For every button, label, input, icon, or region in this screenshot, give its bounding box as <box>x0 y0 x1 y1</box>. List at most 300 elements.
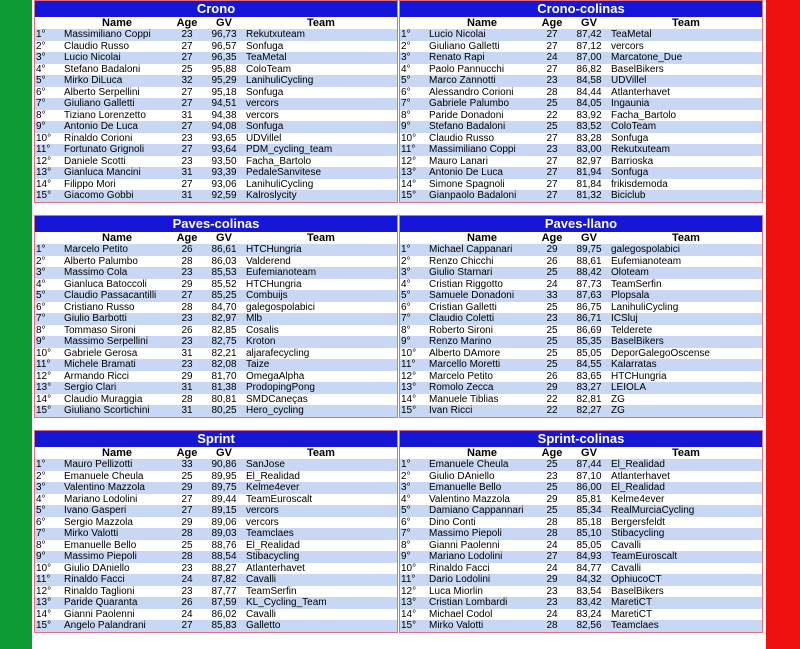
table-row <box>400 494 762 506</box>
cell-name: Claudio Muraggia <box>63 394 171 406</box>
cell-age: 26 <box>171 597 203 609</box>
cell-age: 25 <box>536 336 568 348</box>
cell-name: Tommaso Sironi <box>63 325 171 337</box>
cell-position: 13° <box>35 167 63 179</box>
table-row <box>35 144 397 156</box>
header-team: Team <box>610 17 762 29</box>
cell-name: Gianluca Mancini <box>63 167 171 179</box>
cell-name: Stefano Badaloni <box>428 121 536 133</box>
header-age: Age <box>536 447 568 459</box>
cell-position: 9° <box>400 336 428 348</box>
cell-position: 13° <box>400 382 428 394</box>
cell-age: 23 <box>536 144 568 156</box>
cell-position: 4° <box>400 279 428 291</box>
cell-gv: 93,39 <box>203 167 245 179</box>
cell-position: 4° <box>400 64 428 76</box>
cell-gv: 86,00 <box>568 482 610 494</box>
cell-age: 31 <box>171 405 203 417</box>
cell-team: Cosalis <box>245 325 397 337</box>
cell-position: 6° <box>35 517 63 529</box>
cell-name: Gianni Paolenni <box>428 540 536 552</box>
cell-age: 29 <box>171 482 203 494</box>
cell-team: Kroton <box>245 336 397 348</box>
table-row <box>400 179 762 191</box>
cell-name: Emanuele Cheula <box>428 459 536 471</box>
cell-name: Massimo Serpellini <box>63 336 171 348</box>
cell-team: Facha_Bartolo <box>610 110 762 122</box>
cell-position: 13° <box>400 597 428 609</box>
cell-name: Lucio Nicolai <box>428 29 536 41</box>
cell-position: 1° <box>35 29 63 41</box>
cell-name: Giulio Barbotti <box>63 313 171 325</box>
cell-name: Gianni Paolenni <box>63 609 171 621</box>
cell-age: 29 <box>171 279 203 291</box>
cell-position: 15° <box>400 620 428 632</box>
table-row <box>35 348 397 360</box>
cell-team: MaretiCT <box>610 609 762 621</box>
cell-team: vercors <box>245 505 397 517</box>
header-age: Age <box>171 232 203 244</box>
cell-gv: 87,44 <box>568 459 610 471</box>
table-row <box>400 325 762 337</box>
cell-gv: 80,81 <box>203 394 245 406</box>
table-row <box>35 574 397 586</box>
cell-age: 27 <box>171 41 203 53</box>
table-row <box>35 52 397 64</box>
cell-name: Marco Zannotti <box>428 75 536 87</box>
cell-name: Rinaldo Facci <box>63 574 171 586</box>
table-row <box>35 459 397 471</box>
cell-name: Fortunato Grignoli <box>63 144 171 156</box>
table-row <box>35 313 397 325</box>
table-title: Crono-colinas <box>400 1 762 17</box>
cell-position: 10° <box>35 133 63 145</box>
cell-gv: 83,92 <box>568 110 610 122</box>
cell-team: Taize <box>245 359 397 371</box>
table-crono-colinas <box>399 0 763 203</box>
table-row <box>400 586 762 598</box>
cell-position: 15° <box>35 620 63 632</box>
header-team: Team <box>610 447 762 459</box>
cell-name: Antonio De Luca <box>63 121 171 133</box>
header-gv: GV <box>203 447 245 459</box>
cell-gv: 93,65 <box>203 133 245 145</box>
cell-gv: 83,28 <box>568 133 610 145</box>
table-row <box>35 405 397 417</box>
cell-age: 29 <box>536 574 568 586</box>
table-row <box>400 144 762 156</box>
cell-position: 4° <box>35 279 63 291</box>
cell-team: frikisdemoda <box>610 179 762 191</box>
cell-position: 7° <box>35 313 63 325</box>
cell-name: Simone Spagnoli <box>428 179 536 191</box>
table-row <box>400 382 762 394</box>
cell-name: Renzo Marino <box>428 336 536 348</box>
cell-team: ProdopingPong <box>245 382 397 394</box>
cell-name: Cristian Galletti <box>428 302 536 314</box>
table-row <box>400 302 762 314</box>
table-crono <box>34 0 398 203</box>
cell-age: 29 <box>536 382 568 394</box>
header-team: Team <box>245 447 397 459</box>
header-team: Team <box>245 232 397 244</box>
table-row <box>400 87 762 99</box>
cell-position: 12° <box>35 586 63 598</box>
cell-name: Mauro Lanari <box>428 156 536 168</box>
cell-gv: 86,03 <box>203 256 245 268</box>
cell-gv: 87,10 <box>568 471 610 483</box>
cell-team: vercors <box>245 98 397 110</box>
cell-gv: 93,06 <box>203 179 245 191</box>
cell-gv: 85,83 <box>203 620 245 632</box>
cell-age: 25 <box>536 121 568 133</box>
table-row <box>400 98 762 110</box>
cell-age: 25 <box>536 482 568 494</box>
cell-position: 9° <box>35 551 63 563</box>
cell-team: Teamclaes <box>610 620 762 632</box>
cell-gv: 88,54 <box>203 551 245 563</box>
cell-name: Ivano Gasperi <box>63 505 171 517</box>
ranking-table <box>400 17 762 202</box>
table-sprint-colinas <box>399 430 763 633</box>
cell-name: Mirko Valotti <box>428 620 536 632</box>
cell-age: 25 <box>171 64 203 76</box>
cell-position: 11° <box>400 574 428 586</box>
cell-position: 15° <box>400 190 428 202</box>
cell-position: 14° <box>35 609 63 621</box>
cell-name: Alessandro Corioni <box>428 87 536 99</box>
cell-position: 13° <box>35 597 63 609</box>
cell-name: Alberto Palumbo <box>63 256 171 268</box>
cell-age: 31 <box>171 348 203 360</box>
cell-gv: 89,95 <box>203 471 245 483</box>
cell-position: 9° <box>400 121 428 133</box>
table-row <box>35 267 397 279</box>
cell-team: galegospolabici <box>245 302 397 314</box>
cell-name: Renzo Chicchi <box>428 256 536 268</box>
cell-gv: 87,82 <box>203 574 245 586</box>
cell-name: Luca Miorlin <box>428 586 536 598</box>
cell-name: Mauro Pellizotti <box>63 459 171 471</box>
cell-gv: 93,50 <box>203 156 245 168</box>
cell-team: Oloteam <box>610 267 762 279</box>
cell-gv: 87,12 <box>568 41 610 53</box>
cell-name: Armando Ricci <box>63 371 171 383</box>
cell-team: BaselBikers <box>610 586 762 598</box>
cell-team: El_Realidad <box>245 540 397 552</box>
table-row <box>35 64 397 76</box>
cell-position: 1° <box>400 459 428 471</box>
cell-age: 27 <box>171 98 203 110</box>
cell-name: Sergio Mazzola <box>63 517 171 529</box>
cell-team: Atlanterhavet <box>610 471 762 483</box>
cell-team: Kalarratas <box>610 359 762 371</box>
table-row <box>400 620 762 632</box>
table-row <box>35 110 397 122</box>
table-row <box>400 597 762 609</box>
cell-gv: 87,42 <box>568 29 610 41</box>
cell-age: 23 <box>171 156 203 168</box>
cell-team: Rekutxuteam <box>245 29 397 41</box>
cell-position: 11° <box>400 359 428 371</box>
cell-age: 27 <box>536 179 568 191</box>
cell-gv: 85,35 <box>568 336 610 348</box>
cell-gv: 87,59 <box>203 597 245 609</box>
cell-age: 27 <box>536 41 568 53</box>
cell-name: Emanuelle Bello <box>428 482 536 494</box>
cell-gv: 82,27 <box>568 405 610 417</box>
cell-gv: 83,65 <box>568 371 610 383</box>
table-row <box>400 563 762 575</box>
cell-position: 11° <box>35 359 63 371</box>
cell-team: Cavalli <box>610 563 762 575</box>
cell-age: 25 <box>171 471 203 483</box>
cell-name: Mirko DiLuca <box>63 75 171 87</box>
cell-position: 3° <box>400 52 428 64</box>
cell-age: 33 <box>536 290 568 302</box>
cell-team: OphiucoCT <box>610 574 762 586</box>
table-row <box>35 121 397 133</box>
table-row <box>35 336 397 348</box>
table-row <box>400 528 762 540</box>
cell-team: Valderend <box>245 256 397 268</box>
cell-name: Giuliano Galletti <box>428 41 536 53</box>
cell-team: Biciclub <box>610 190 762 202</box>
header-gv: GV <box>568 447 610 459</box>
cell-name: Valentino Mazzola <box>63 482 171 494</box>
table-row <box>400 394 762 406</box>
cell-gv: 92,59 <box>203 190 245 202</box>
cell-name: Marcelo Petito <box>428 371 536 383</box>
cell-position: 12° <box>35 371 63 383</box>
cell-age: 28 <box>536 620 568 632</box>
header-gv: GV <box>203 232 245 244</box>
cell-age: 24 <box>171 609 203 621</box>
cell-team: RealMurciaCycling <box>610 505 762 517</box>
table-row <box>400 121 762 133</box>
table-row <box>400 110 762 122</box>
cell-age: 29 <box>536 244 568 256</box>
cell-age: 32 <box>171 75 203 87</box>
cell-age: 27 <box>171 121 203 133</box>
cell-team: PedaleSanvitese <box>245 167 397 179</box>
table-row <box>400 167 762 179</box>
cell-team: BaselBikers <box>610 336 762 348</box>
cell-name: Dino Conti <box>428 517 536 529</box>
cell-gv: 95,29 <box>203 75 245 87</box>
cell-gv: 89,44 <box>203 494 245 506</box>
cell-age: 22 <box>536 110 568 122</box>
table-title: Sprint <box>35 431 397 447</box>
cell-gv: 84,44 <box>568 87 610 99</box>
cell-position: 8° <box>400 540 428 552</box>
header-name: Name <box>428 17 536 29</box>
table-row <box>400 267 762 279</box>
cell-gv: 83,27 <box>568 382 610 394</box>
cell-age: 28 <box>171 551 203 563</box>
table-row <box>35 302 397 314</box>
cell-age: 28 <box>171 302 203 314</box>
cell-name: Claudio Russo <box>63 41 171 53</box>
header-blank <box>35 447 63 459</box>
cell-gv: 87,77 <box>203 586 245 598</box>
cell-age: 25 <box>536 348 568 360</box>
cell-position: 7° <box>400 313 428 325</box>
cell-team: SMDCaneças <box>245 394 397 406</box>
cell-gv: 83,42 <box>568 597 610 609</box>
table-row <box>400 336 762 348</box>
cell-gv: 82,81 <box>568 394 610 406</box>
cell-position: 11° <box>400 144 428 156</box>
cell-gv: 81,32 <box>568 190 610 202</box>
cell-position: 1° <box>35 244 63 256</box>
cell-gv: 82,97 <box>568 156 610 168</box>
cell-name: Cristian Riggotto <box>428 279 536 291</box>
cell-name: Manuele Tiblias <box>428 394 536 406</box>
table-row <box>400 551 762 563</box>
cell-gv: 82,08 <box>203 359 245 371</box>
cell-position: 7° <box>400 98 428 110</box>
cell-position: 1° <box>400 244 428 256</box>
cell-team: galegospolabici <box>610 244 762 256</box>
table-row <box>35 279 397 291</box>
cell-name: Giulio Starnari <box>428 267 536 279</box>
cell-team: Cavalli <box>610 540 762 552</box>
cell-age: 24 <box>536 540 568 552</box>
cell-team: Sonfuga <box>610 133 762 145</box>
cell-name: Michele Bramati <box>63 359 171 371</box>
cell-age: 28 <box>171 528 203 540</box>
cell-age: 28 <box>171 256 203 268</box>
cell-gv: 82,56 <box>568 620 610 632</box>
cell-position: 8° <box>400 110 428 122</box>
cell-name: Paolo Pannucchi <box>428 64 536 76</box>
cell-age: 22 <box>536 405 568 417</box>
cell-name: Marcello Moretti <box>428 359 536 371</box>
cell-position: 6° <box>35 87 63 99</box>
cell-age: 33 <box>171 459 203 471</box>
table-row <box>400 41 762 53</box>
table-row <box>35 98 397 110</box>
cell-team: Teamclaes <box>245 528 397 540</box>
cell-name: Massimiliano Coppi <box>63 29 171 41</box>
cell-team: TeamEuroscalt <box>245 494 397 506</box>
cell-team: Kelme4ever <box>245 482 397 494</box>
cell-team: Hero_cycling <box>245 405 397 417</box>
cell-name: Marcelo Petito <box>63 244 171 256</box>
cell-position: 14° <box>35 394 63 406</box>
cell-name: Michael Codol <box>428 609 536 621</box>
cell-name: Sergio Clari <box>63 382 171 394</box>
cell-position: 2° <box>35 471 63 483</box>
cell-name: Giuliano Scortichini <box>63 405 171 417</box>
cell-age: 23 <box>171 586 203 598</box>
cell-gv: 82,75 <box>203 336 245 348</box>
cell-position: 6° <box>400 302 428 314</box>
cell-position: 14° <box>400 179 428 191</box>
cell-gv: 85,18 <box>568 517 610 529</box>
cell-gv: 89,75 <box>203 482 245 494</box>
cell-age: 23 <box>171 133 203 145</box>
cell-age: 23 <box>536 313 568 325</box>
cell-team: Rekutxuteam <box>610 144 762 156</box>
cell-team: Cavalli <box>245 574 397 586</box>
cell-position: 2° <box>400 256 428 268</box>
cell-position: 3° <box>400 482 428 494</box>
cell-position: 4° <box>400 494 428 506</box>
cell-name: Valentino Mazzola <box>428 494 536 506</box>
cell-name: Giulio DAniello <box>428 471 536 483</box>
cell-age: 27 <box>536 156 568 168</box>
cell-name: Cristian Lombardi <box>428 597 536 609</box>
cell-age: 23 <box>536 586 568 598</box>
cell-team: Facha_Bartolo <box>245 156 397 168</box>
cell-team: HTCHungria <box>245 244 397 256</box>
cell-age: 31 <box>171 167 203 179</box>
cell-position: 10° <box>35 563 63 575</box>
cell-position: 6° <box>400 517 428 529</box>
cell-gv: 94,51 <box>203 98 245 110</box>
cell-team: El_Realidad <box>610 459 762 471</box>
cell-position: 7° <box>35 98 63 110</box>
cell-gv: 89,75 <box>568 244 610 256</box>
cell-position: 8° <box>400 325 428 337</box>
cell-gv: 86,71 <box>568 313 610 325</box>
cell-position: 1° <box>35 459 63 471</box>
cell-position: 11° <box>35 574 63 586</box>
header-name: Name <box>63 447 171 459</box>
cell-age: 24 <box>536 563 568 575</box>
header-blank <box>400 17 428 29</box>
cell-gv: 95,18 <box>203 87 245 99</box>
cell-team: Atlanterhavet <box>245 563 397 575</box>
cell-name: Claudio Passacantilli <box>63 290 171 302</box>
cell-gv: 88,42 <box>568 267 610 279</box>
ranking-table <box>35 447 397 632</box>
cell-position: 15° <box>400 405 428 417</box>
cell-team: vercors <box>245 517 397 529</box>
cell-age: 27 <box>171 179 203 191</box>
cell-gv: 96,35 <box>203 52 245 64</box>
cell-team: Cavalli <box>245 609 397 621</box>
table-row <box>400 517 762 529</box>
cell-name: Samuele Donadoni <box>428 290 536 302</box>
cell-age: 25 <box>171 540 203 552</box>
table-row <box>400 75 762 87</box>
cell-position: 9° <box>35 121 63 133</box>
cell-position: 14° <box>35 179 63 191</box>
cell-position: 6° <box>35 302 63 314</box>
cell-age: 23 <box>171 29 203 41</box>
table-row <box>400 574 762 586</box>
table-row <box>35 87 397 99</box>
cell-gv: 94,08 <box>203 121 245 133</box>
cell-age: 25 <box>536 302 568 314</box>
cell-age: 24 <box>171 574 203 586</box>
cell-gv: 86,82 <box>568 64 610 76</box>
cell-position: 15° <box>35 405 63 417</box>
ranking-table <box>400 232 762 417</box>
cell-team: UDVillel <box>610 75 762 87</box>
cell-position: 2° <box>400 471 428 483</box>
cell-position: 14° <box>400 609 428 621</box>
table-row <box>400 244 762 256</box>
ranking-table <box>35 17 397 202</box>
cell-gv: 86,69 <box>568 325 610 337</box>
cell-position: 9° <box>35 336 63 348</box>
cell-gv: 93,64 <box>203 144 245 156</box>
cell-gv: 89,06 <box>203 517 245 529</box>
